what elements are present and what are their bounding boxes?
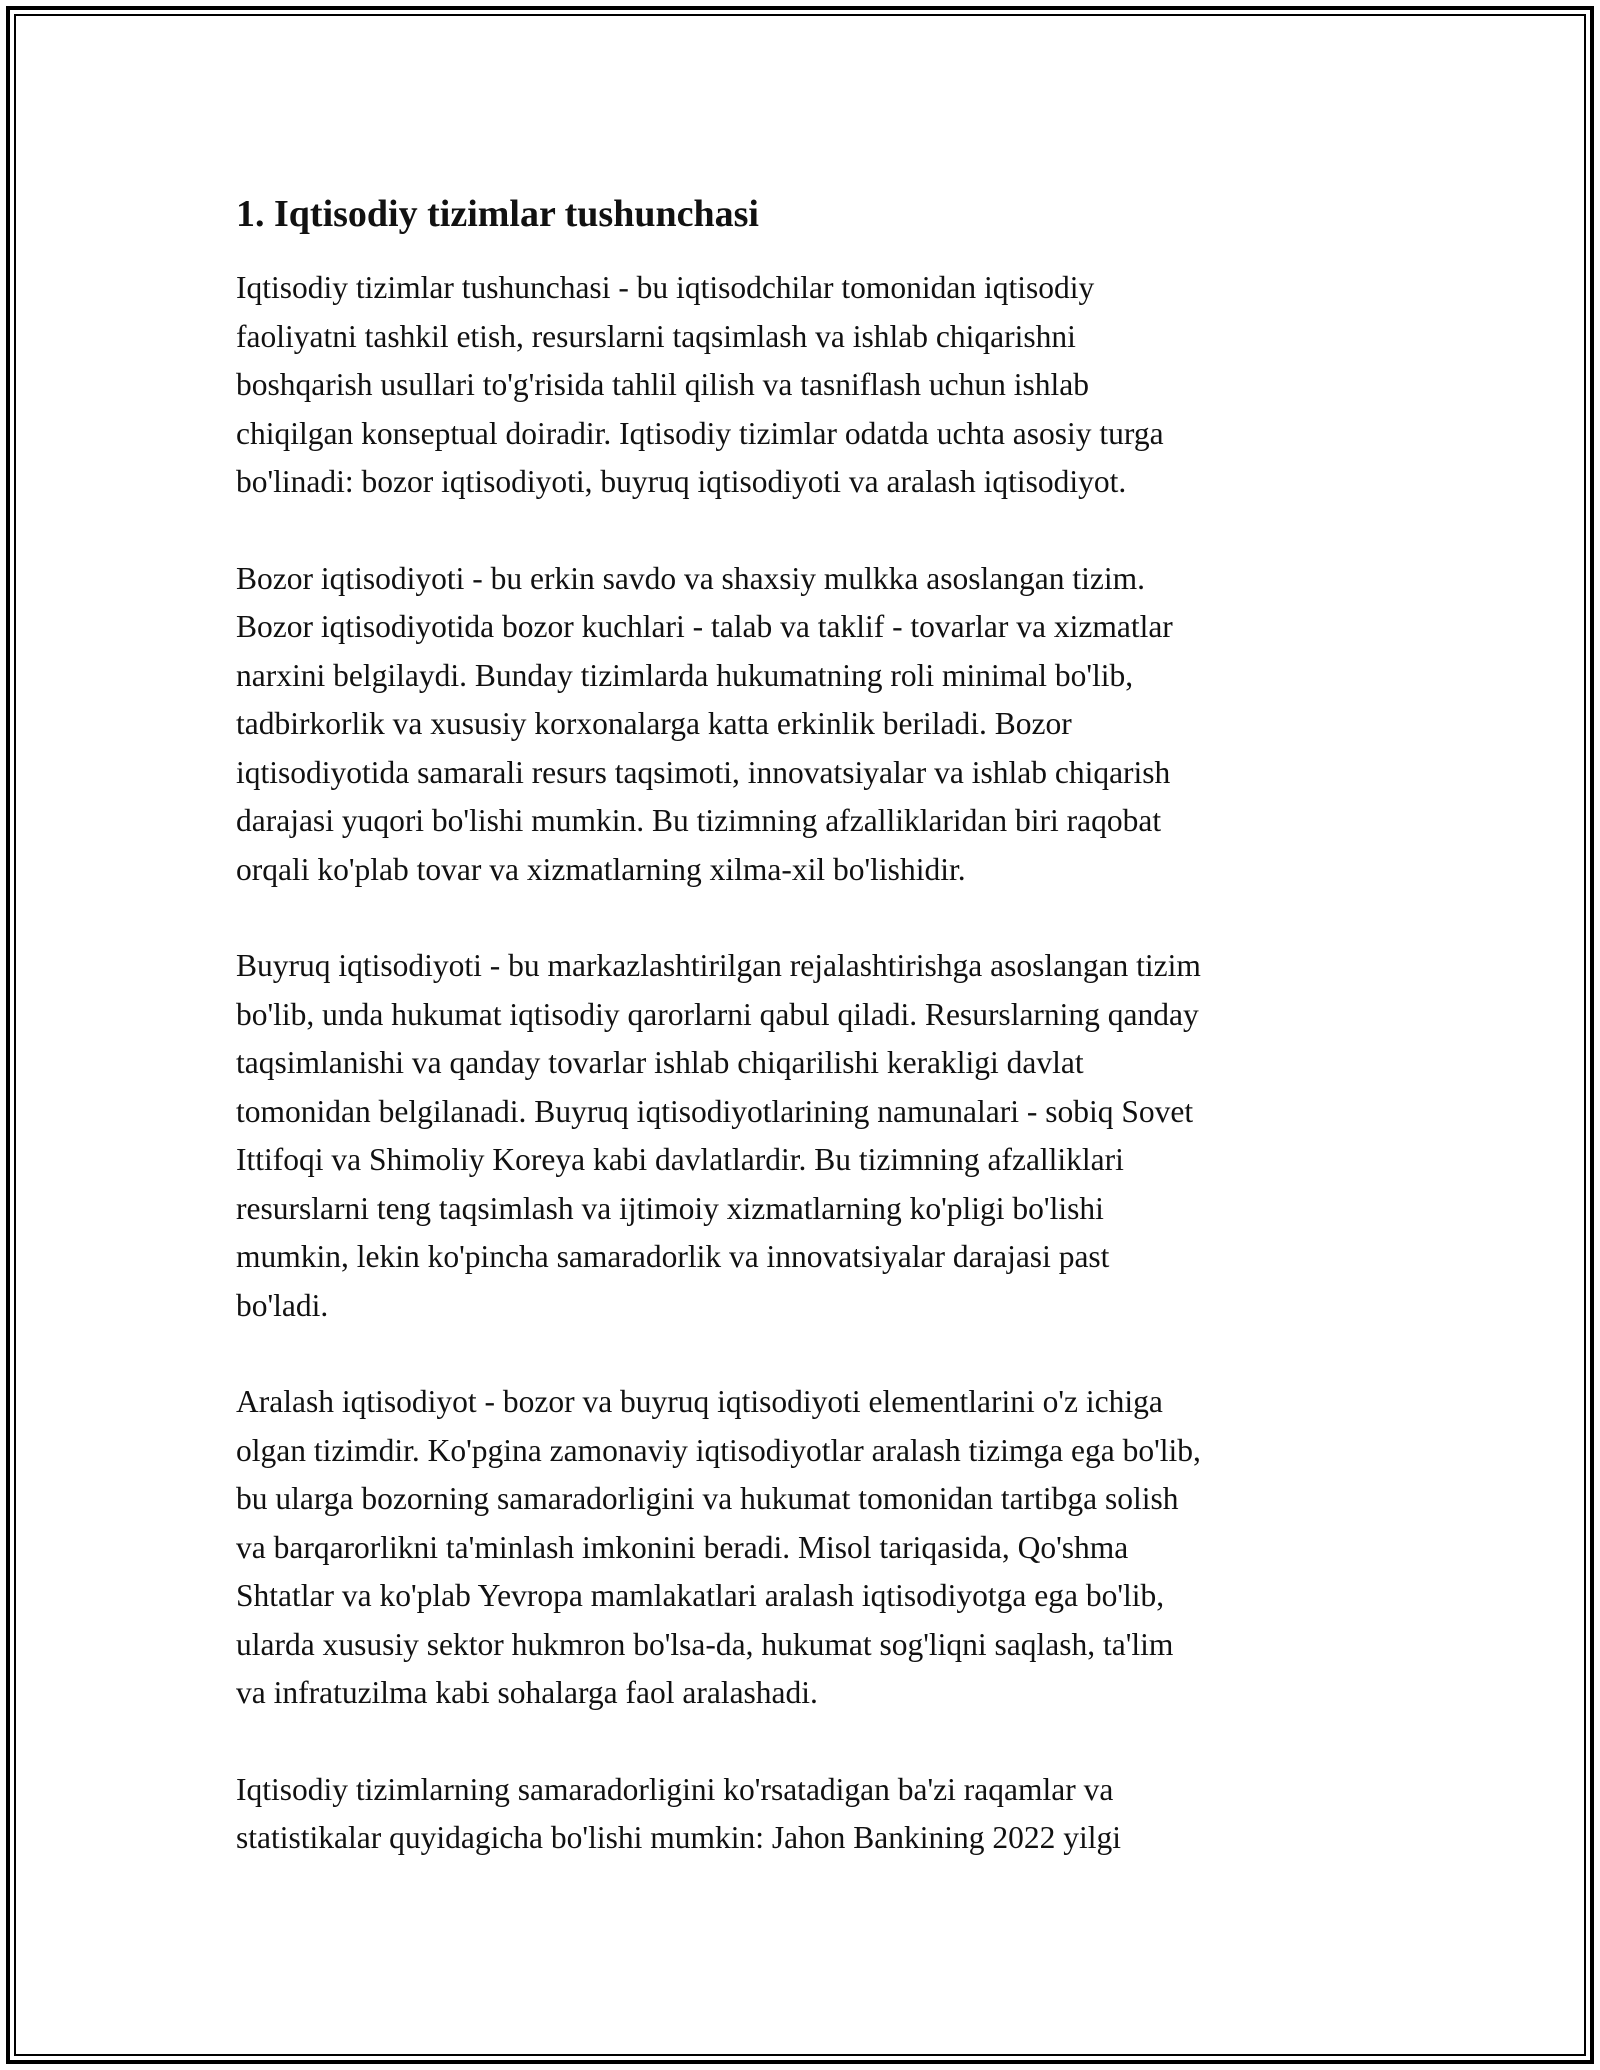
paragraph-line: Iqtisodiy tizimlarning samaradorligini ko'rsatadigan ba'zi raqamlar va [236, 1771, 1114, 1807]
paragraph-line: ularda xususiy sektor hukmron bo'lsa-da, hukumat sog'liqni saqlash, ta'lim [236, 1626, 1174, 1662]
paragraph-line: va infratuzilma kabi sohalarga faol aralashadi. [236, 1675, 818, 1710]
paragraph-line: faoliyatni tashkil etish, resurslarni taqsimlash va ishlab chiqarishni [236, 318, 1076, 354]
paragraph-mixed-economy [236, 1378, 1366, 1718]
paragraph-line: taqsimlanishi va qanday tovarlar ishlab chiqarilishi kerakligi davlat [236, 1045, 1084, 1080]
paragraph-line: Shtatlar va ko'plab Yevropa mamlakatlari aralash iqtisodiyotga ega bo'lib, [236, 1578, 1165, 1613]
paragraph-line: boshqarish usullari to'g'risida tahlil qilish va tasniflash uchun ishlab [236, 367, 1089, 402]
paragraph-line: va barqarorlikni ta'minlash imkonini beradi. Misol tariqasida, Qo'shma [236, 1529, 1129, 1565]
paragraph-line: tomonidan belgilanadi. Buyruq iqtisodiyotlarining namunalari - sobiq Sovet [236, 1093, 1194, 1129]
document-body [236, 186, 1366, 1911]
paragraph-line: chiqilgan konseptual doiradir. Iqtisodiy tizimlar odatda uchta asosiy turga [236, 415, 1164, 451]
section-title: 1. Iqtisodiy tizimlar tushunchasi [236, 193, 759, 235]
paragraph-line: bu ularga bozorning samaradorligini va hukumat tomonidan tartibga solish [236, 1481, 1179, 1516]
paragraph-line: olgan tizimdir. Ko'pgina zamonaviy iqtisodiyotlar aralash tizimga ega bo'lib, [236, 1432, 1201, 1468]
paragraph-line: iqtisodiyotida samarali resurs taqsimoti, innovatsiyalar va ishlab chiqarish [236, 754, 1171, 790]
paragraph-line: bo'ladi. [236, 1287, 329, 1323]
paragraph-line: Buyruq iqtisodiyoti - bu markazlashtirilgan rejalashtirishga asoslangan tizim [236, 948, 1201, 983]
paragraph-statistics [236, 1766, 1366, 1863]
paragraph-line: tadbirkorlik va xususiy korxonalarga katta erkinlik beriladi. Bozor [236, 706, 1072, 741]
paragraph-line: orqali ko'plab tovar va xizmatlarning xilma-xil bo'lishidir. [236, 851, 966, 887]
paragraph-line: Bozor iqtisodiyoti - bu erkin savdo va shaxsiy mulkka asoslangan tizim. [236, 560, 1145, 596]
paragraph-line: narxini belgilaydi. Bunday tizimlarda hukumatning roli minimal bo'lib, [236, 657, 1134, 693]
paragraph-line: bo'lib, unda hukumat iqtisodiy qarorlarni qabul qiladi. Resurslarning qanday [236, 996, 1199, 1032]
paragraph-market-economy [236, 555, 1366, 895]
paragraph-command-economy [236, 942, 1366, 1330]
paragraph-line: Bozor iqtisodiyotida bozor kuchlari - talab va taklif - tovarlar va xizmatlar [236, 609, 1173, 644]
paragraph-line: Aralash iqtisodiyot - bozor va buyruq iqtisodiyoti elementlarini o'z ichiga [236, 1384, 1163, 1419]
paragraph-economic-systems-concept [236, 264, 1366, 507]
paragraph-line: Ittifoqi va Shimoliy Koreya kabi davlatlardir. Bu tizimning afzalliklari [236, 1142, 1124, 1177]
paragraph-line: Iqtisodiy tizimlar tushunchasi - bu iqtisodchilar tomonidan iqtisodiy [236, 270, 1095, 305]
paragraph-line: bo'linadi: bozor iqtisodiyoti, buyruq iqtisodiyoti va aralash iqtisodiyot. [236, 464, 1127, 499]
paragraph-line: resurslarni teng taqsimlash va ijtimoiy xizmatlarning ko'pligi bo'lishi [236, 1190, 1104, 1226]
paragraph-line: darajasi yuqori bo'lishi mumkin. Bu tizimning afzalliklaridan biri raqobat [236, 803, 1162, 838]
paragraph-line: mumkin, lekin ko'pincha samaradorlik va innovatsiyalar darajasi past [236, 1239, 1110, 1274]
paragraph-line: statistikalar quyidagicha bo'lishi mumkin: Jahon Bankining 2022 yilgi [236, 1820, 1121, 1855]
